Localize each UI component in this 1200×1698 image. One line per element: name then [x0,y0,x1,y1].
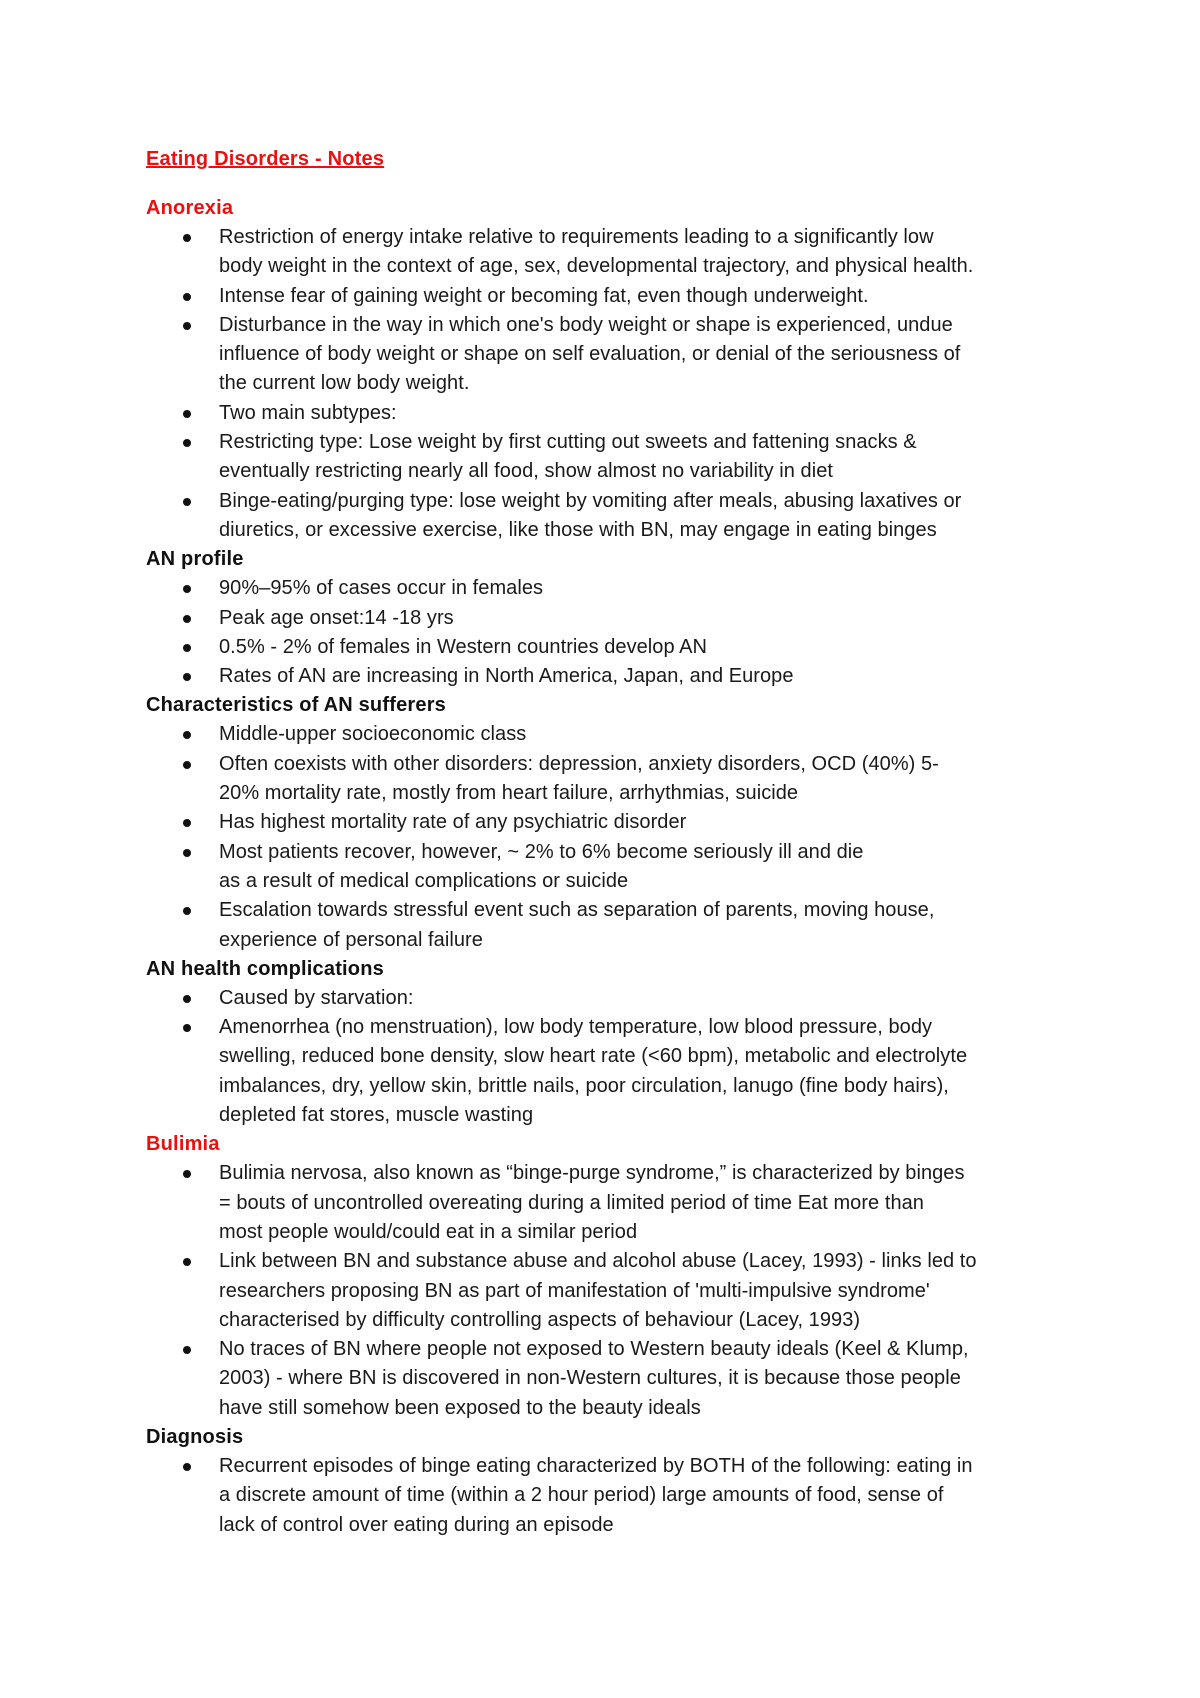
section-heading: Characteristics of AN sufferers [146,694,447,717]
bullet-icon [183,731,191,739]
list-item-text-line: characterised by difficulty controlling aspects of behaviour (Lacey, 1993) [219,1308,861,1331]
list-item-text-line: Restriction of energy intake relative to requirements leading to a significantly low [219,226,934,248]
bullet-list [146,1452,1086,1540]
list-item [146,428,1086,487]
list-item-text-line: Often coexists with other disorders: depression, anxiety disorders, OCD (40%) 5- [219,752,939,775]
list-item-text-line: have still somehow been exposed to the beauty ideals [219,1396,701,1419]
list-item [146,574,1086,603]
list-item-text-line: Has highest mortality rate of any psychiatric disorder [219,811,687,834]
bullet-icon [183,644,191,652]
document-title: Eating Disorders - Notes [146,148,385,170]
list-item-text-line: as a result of medical complications or suicide [219,869,629,892]
bullet-icon [183,907,191,915]
section-heading: AN profile [146,548,244,571]
list-item [146,399,1086,428]
list-item-text-line: Caused by starvation: [219,986,414,1009]
list-item [146,633,1086,662]
list-item-text-line: a discrete amount of time (within a 2 hour period) large amounts of food, sense of [219,1484,944,1507]
bullet-list [146,720,1086,954]
bullet-icon [183,1258,191,1266]
section-heading: Diagnosis [146,1425,244,1448]
bullet-icon [183,673,191,681]
bullet-icon [183,439,191,447]
section-heading: Bulimia [146,1133,220,1156]
list-item [146,604,1086,633]
list-item [146,487,1086,546]
list-item [146,896,1086,955]
bullet-icon [183,585,191,593]
list-item [146,662,1086,691]
list-item-text-line: diuretics, or excessive exercise, like those with BN, may engage in eating binges [219,518,937,541]
list-item-text-line: depleted fat stores, muscle wasting [219,1104,534,1127]
bullet-icon [183,1346,191,1354]
document-page [146,145,1086,1540]
list-item-text-line: imbalances, dry, yellow skin, brittle nails, poor circulation, lanugo (fine body hairs), [219,1074,949,1097]
list-item [146,223,1086,282]
bullet-icon [183,761,191,769]
document-body [146,194,1086,1540]
list-item-text-line: Two main subtypes: [219,401,397,424]
list-item-text-line: Bulimia nervosa, also known as “binge-purge syndrome,” is characterized by binges [219,1162,965,1185]
list-item-text-line: Peak age onset:14 -18 yrs [219,606,454,629]
bullet-icon [183,410,191,418]
list-item [146,282,1086,311]
list-item-text-line: Binge-eating/purging type: lose weight by vomiting after meals, abusing laxatives or [219,489,962,512]
list-item [146,838,1086,897]
list-item-text-line: 2003) - where BN is discovered in non-Western cultures, it is because those people [219,1367,961,1390]
bullet-icon [183,1170,191,1178]
list-item-text-line: Middle-upper socioeconomic class [219,723,527,746]
list-item-text-line: most people would/could eat in a similar period [219,1220,638,1243]
bullet-list [146,1159,1086,1423]
bullet-icon [183,498,191,506]
bullet-icon [183,322,191,330]
list-item-text-line: eventually restricting nearly all food, show almost no variability in diet [219,460,833,483]
list-item [146,808,1086,837]
list-item-text-line: = bouts of uncontrolled overeating during a limited period of time Eat more than [219,1191,924,1214]
list-item [146,720,1086,749]
list-item [146,984,1086,1013]
list-item-text-line: swelling, reduced bone density, slow heart rate (<60 bpm), metabolic and electrolyte [219,1045,968,1068]
list-item-text-line: experience of personal failure [219,928,483,951]
bullet-icon [183,1024,191,1032]
bullet-icon [183,615,191,623]
bullet-list [146,574,1086,691]
list-item-text-line: lack of control over eating during an episode [219,1513,614,1536]
list-item-text-line: Escalation towards stressful event such as separation of parents, moving house, [219,899,935,922]
bullet-icon [183,849,191,857]
list-item [146,1452,1086,1540]
list-item-text-line: Recurrent episodes of binge eating characterized by BOTH of the following: eating in [219,1454,973,1477]
bullet-icon [183,234,191,242]
list-item-text-line: Intense fear of gaining weight or becoming fat, even though underweight. [219,284,869,307]
bullet-icon [183,819,191,827]
bullet-icon [183,293,191,301]
list-item-text-line: Amenorrhea (no menstruation), low body temperature, low blood pressure, body [219,1016,933,1039]
section-heading: Anorexia [146,197,234,219]
bullet-list [146,984,1086,1130]
list-item-text-line: Link between BN and substance abuse and alcohol abuse (Lacey, 1993) - links led to [219,1250,977,1273]
bullet-icon [183,995,191,1003]
list-item [146,750,1086,809]
list-item [146,1159,1086,1247]
list-item-text-line: body weight in the context of age, sex, developmental trajectory, and physical health. [219,255,974,278]
list-item-text-line: Most patients recover, however, ~ 2% to 6% become seriously ill and die [219,840,864,863]
bullet-icon [183,1463,191,1471]
list-item [146,1335,1086,1423]
list-item-text-line: the current low body weight. [219,372,470,395]
list-item-text-line: 90%–95% of cases occur in females [219,577,544,600]
list-item-text-line: Restricting type: Lose weight by first cutting out sweets and fattening snacks & [219,431,917,454]
list-item-text-line: Disturbance in the way in which one's body weight or shape is experienced, undue [219,313,953,336]
list-item [146,311,1086,399]
list-item [146,1247,1086,1335]
list-item-text-line: Rates of AN are increasing in North America, Japan, and Europe [219,665,794,688]
list-item-text-line: influence of body weight or shape on self evaluation, or denial of the seriousness of [219,343,961,366]
bullet-list [146,223,1086,545]
list-item-text-line: No traces of BN where people not exposed to Western beauty ideals (Keel & Klump, [219,1338,969,1361]
list-item-text-line: 0.5% - 2% of females in Western countries develop AN [219,635,708,658]
list-item [146,1013,1086,1130]
list-item-text-line: 20% mortality rate, mostly from heart failure, arrhythmias, suicide [219,782,799,805]
section-heading: AN health complications [146,957,384,980]
list-item-text-line: researchers proposing BN as part of manifestation of 'multi-impulsive syndrome' [219,1279,930,1302]
